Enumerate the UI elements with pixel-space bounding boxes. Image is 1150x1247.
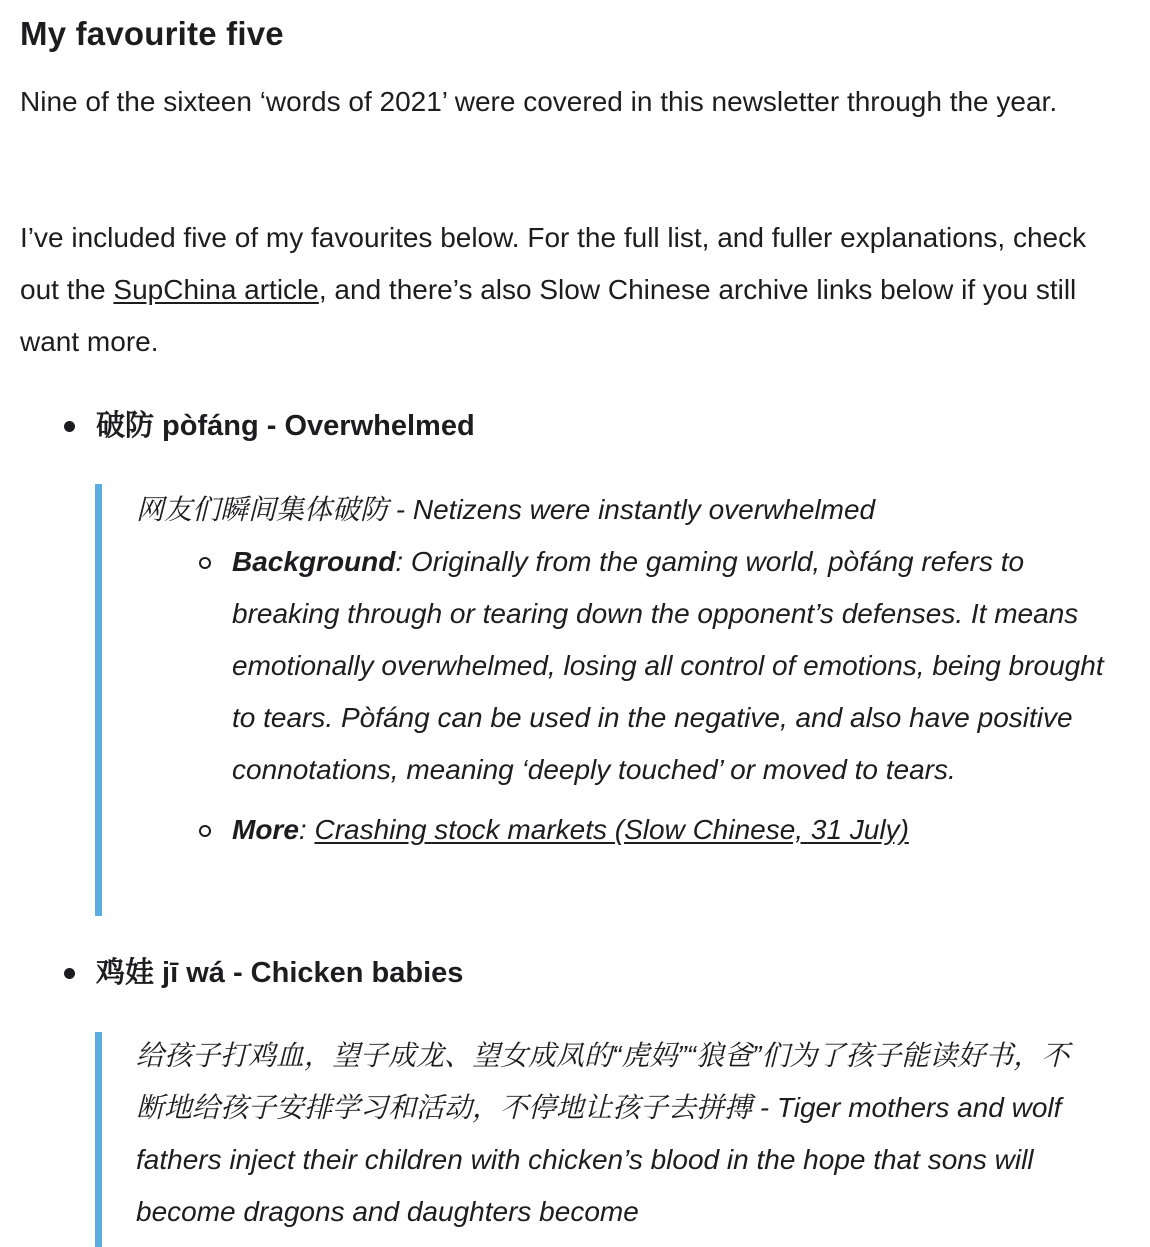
para-text-after: , and there’s also Slow Chinese archive links below if you still want more. (20, 274, 1077, 357)
circle-bullet-icon (199, 825, 211, 837)
circle-bullet-icon (199, 557, 211, 569)
more-label: More (232, 814, 299, 845)
more-separator: : (298, 814, 315, 845)
supchina-article-link[interactable]: SupChina article (113, 274, 319, 305)
example-sentence: 网友们瞬间集体破防 - Netizens were instantly overwhelmed (136, 494, 876, 525)
background-text: : Originally from the gaming world, pòfáng refers to breaking through or tearing down the opponent’s defenses. It means emotionally overwhelmed, losing all control of emotions, being brought to tears. Pòfáng can be used in the negative, and also have positive connotations, meaning ‘deeply touched’ or moved to tears. (232, 546, 1104, 785)
word-quote-pofang (95, 484, 1132, 916)
section-heading: My favourite five (20, 15, 284, 52)
intro-paragraph: Nine of the sixteen ‘words of 2021’ were covered in this newsletter through the year. (20, 86, 1058, 117)
word-item-jiwa (96, 951, 463, 995)
para-text-before: I’ve included five of my favourites below. For the full list, and fuller explanations, check out the (20, 222, 1087, 305)
bullet-icon (64, 421, 75, 432)
word-details-list (232, 536, 1112, 856)
example-sentence: 给孩子打鸡血，望子成龙、望女成凤的“虎妈”“狼爸”们为了孩子能读好书，不断地给孩子安排学习和活动，不停地让孩子去拼搏 - Tiger mothers and wolf fathers inject their children with chicken’s blood in the hope that sons will become dragons and daughters become (136, 1040, 1070, 1227)
background-item (232, 536, 1112, 796)
background-label: Background (232, 546, 396, 577)
list-intro-paragraph (20, 212, 1130, 368)
more-item (232, 804, 1112, 856)
word-title: 破防 pòfáng - Overwhelmed (96, 410, 475, 442)
word-title: 鸡娃 jī wá - Chicken babies (96, 957, 464, 989)
word-item-pofang (96, 404, 475, 448)
bullet-icon (64, 968, 75, 979)
slow-chinese-archive-link[interactable]: Crashing stock markets (Slow Chinese, 31 July) (314, 814, 909, 845)
word-quote-jiwa (95, 1032, 1132, 1247)
